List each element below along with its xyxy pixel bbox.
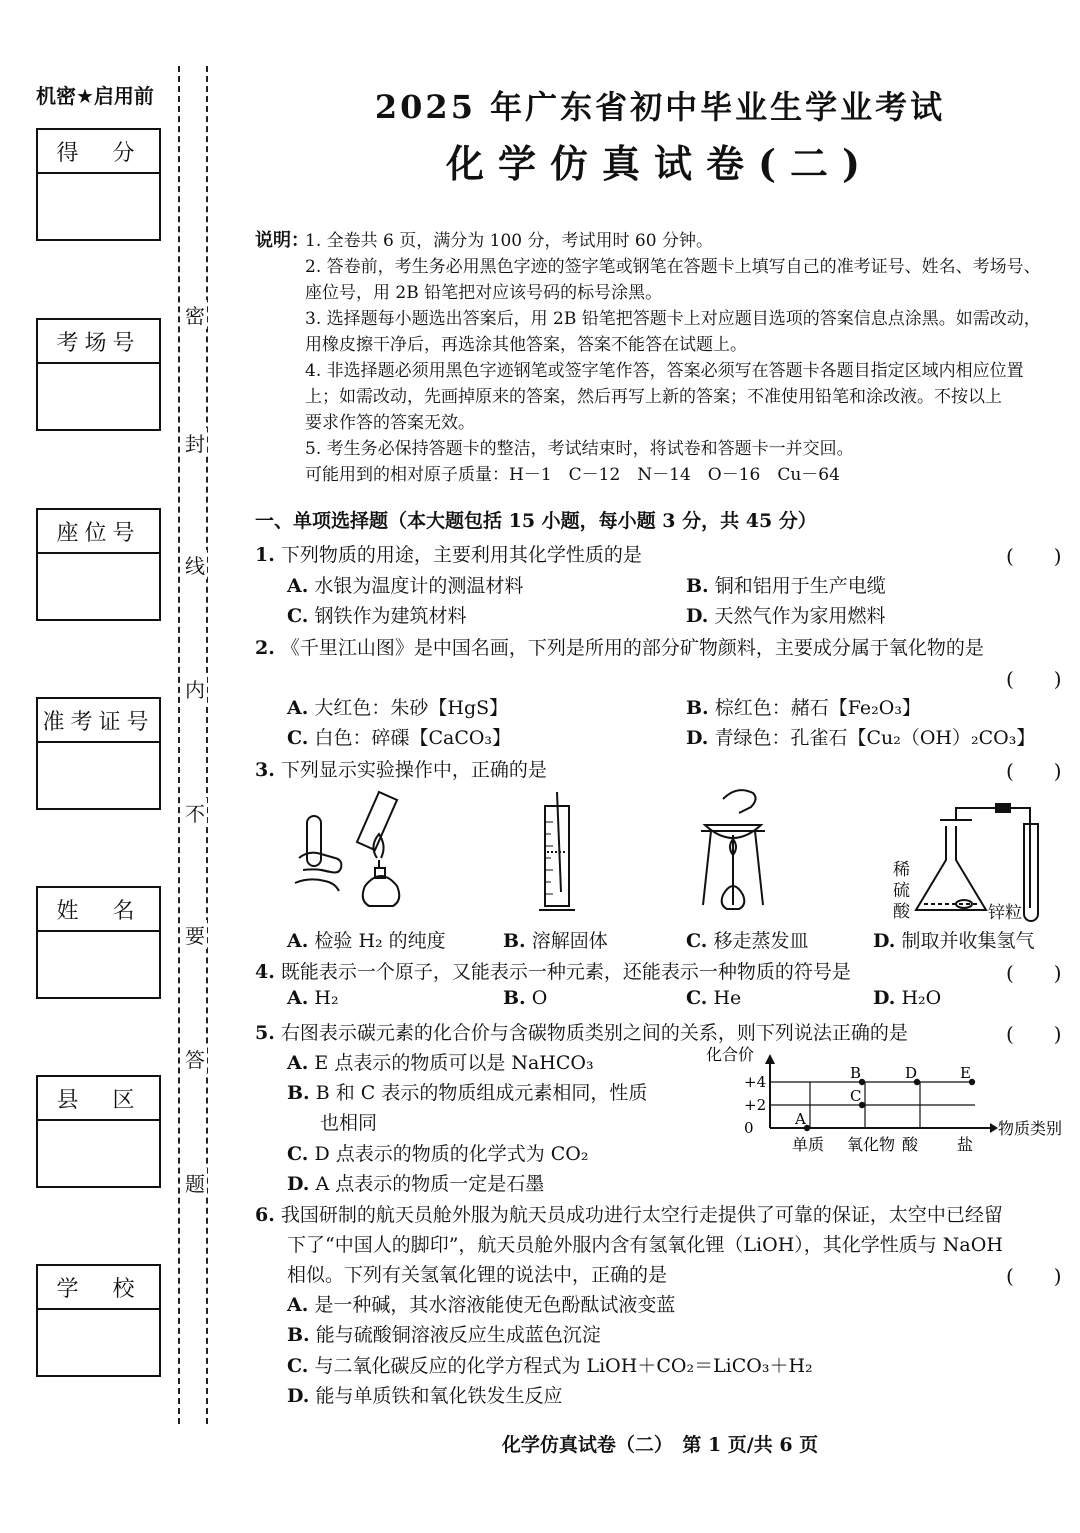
option-a: A. H₂: [287, 987, 339, 1009]
answer-paren: ( ): [1006, 667, 1062, 691]
option-c: C. D 点表示的物质的化学式为 CO₂: [287, 1143, 589, 1165]
figure-label-zinc: 锌粒: [988, 903, 1022, 923]
question-number: 1.: [255, 544, 275, 566]
option-text: 能与单质铁和氧化铁发生反应: [315, 1385, 563, 1407]
instructions-label: 说明：: [255, 230, 309, 251]
option-b-continued: 也相同: [320, 1112, 378, 1134]
chart-xlabel: 物质类别: [998, 1119, 1063, 1138]
option-d: D. 天然气作为家用燃料: [686, 605, 886, 627]
seal-char: 内: [183, 674, 207, 703]
option-text: 能与硫酸铜溶液反应生成蓝色沉淀: [315, 1324, 601, 1346]
option-a: A. E 点表示的物质可以是 NaHCO₃: [287, 1052, 594, 1074]
question-1: [255, 540, 642, 567]
option-d: D. 制取并收集氢气: [873, 930, 1035, 952]
option-text: 制取并收集氢气: [901, 930, 1035, 952]
option-d: D. 能与单质铁和氧化铁发生反应: [287, 1385, 563, 1407]
option-c: C. 白色：碎磲【CaCO₃】: [287, 727, 512, 749]
chart-category-label: 盐: [957, 1135, 974, 1154]
option-b: B. 能与硫酸铜溶液反应生成蓝色沉淀: [287, 1324, 601, 1346]
seal-dashed-line: [178, 66, 180, 1424]
question-stem: 我国研制的航天员舱外服为航天员成功进行太空行走提供了可靠的保证，太空中已经留: [280, 1204, 1003, 1226]
option-text: H₂O: [901, 987, 942, 1009]
option-text: 检验 H₂ 的纯度: [314, 930, 446, 952]
option-text: H₂: [314, 987, 339, 1009]
atomic-mass-line: 可能用到的相对原子质量：H－1 C－12 N－14 O－16 Cu－64: [305, 465, 840, 485]
chart-point-label: A: [795, 1110, 806, 1128]
question-stem: 既能表示一个原子，又能表示一种元素，还能表示一种物质的符号是: [280, 961, 851, 983]
option-b: B. O: [503, 987, 548, 1009]
answer-paren: ( ): [1006, 1264, 1062, 1288]
chart-category-label: 酸: [902, 1135, 919, 1154]
exam-subtitle: 化学仿真试卷(二): [446, 141, 874, 186]
option-text: 钢铁作为建筑材料: [314, 605, 467, 627]
score-box: [36, 128, 161, 241]
figure-label-char: 酸: [893, 902, 910, 922]
answer-paren: ( ): [1006, 759, 1062, 783]
option-text: 青绿色：孔雀石【Cu₂（OH）₂CO₃】: [714, 727, 1036, 749]
figure-test-hydrogen-purity: [285, 788, 420, 918]
figure-label-char: 硫: [893, 881, 910, 901]
instruction-line: 用橡皮擦干净后，再选涂其他答案，答案不能答在试题上。: [305, 335, 747, 355]
option-b: B. 棕红色：赭石【Fe₂O₃】: [686, 697, 921, 719]
question-6: [255, 1200, 1003, 1227]
option-text: 溶解固体: [531, 930, 608, 952]
option-c: C. He: [686, 987, 742, 1009]
figure-produce-hydrogen: [890, 800, 1060, 925]
name-box: [36, 886, 161, 999]
answer-paren: ( ): [1006, 961, 1062, 985]
option-text: 棕红色：赭石【Fe₂O₃】: [714, 697, 921, 719]
admission-number-box: [36, 697, 161, 810]
figure-label-char: 稀: [893, 860, 910, 880]
seal-char: 封: [183, 428, 207, 457]
seal-dashed-line: [206, 66, 208, 1424]
chart-category-label: 氧化物: [847, 1135, 896, 1154]
instruction-line: 上；如需改动，先画掉原来的答案，然后再写上新的答案；不准使用铅笔和涂改液。不按以上: [305, 387, 1002, 407]
question-4: [255, 957, 851, 984]
option-text: E 点表示的物质可以是 NaHCO₃: [314, 1052, 594, 1074]
chart-ylabel: 化合价: [706, 1045, 755, 1064]
option-text: 移走蒸发皿: [713, 930, 809, 952]
chart-y-tick-label: +2: [744, 1096, 767, 1114]
question-number: 5.: [255, 1022, 275, 1044]
question-5: [255, 1018, 908, 1045]
instruction-line: 1. 全卷共 6 页，满分为 100 分，考试用时 60 分钟。: [305, 231, 713, 251]
chart-category-label: 单质: [792, 1135, 825, 1154]
option-text: 天然气作为家用燃料: [714, 605, 886, 627]
seal-char: 要: [183, 920, 207, 949]
page-footer: 化学仿真试卷（二） 第 1 页/共 6 页: [501, 1434, 819, 1456]
option-text: O: [531, 987, 548, 1009]
option-b: B. 铜和铝用于生产电缆: [686, 575, 886, 597]
confidential-label: 机密★启用前: [36, 84, 154, 108]
option-a: A. 水银为温度计的测温材料: [287, 575, 524, 597]
question-stem: 右图表示碳元素的化合价与含碳物质类别之间的关系，则下列说法正确的是: [280, 1022, 908, 1044]
question-number: 3.: [255, 759, 275, 781]
option-b: B. 溶解固体: [503, 930, 608, 952]
option-text: 与二氧化碳反应的化学方程式为 LiOH＋CO₂＝LiCO₃＋H₂: [314, 1355, 813, 1377]
instruction-line: 要求作答的答案无效。: [305, 413, 475, 433]
valence-chart: [700, 1042, 1075, 1171]
chart-point-label: E: [960, 1064, 971, 1082]
question-number: 4.: [255, 961, 275, 983]
question-number: 6.: [255, 1204, 275, 1226]
exam-title: 2025 年广东省初中毕业生学业考试: [374, 88, 946, 126]
option-text: 是一种碱，其水溶液能使无色酚酞试液变蓝: [314, 1294, 676, 1316]
option-text: 水银为温度计的测温材料: [314, 575, 524, 597]
option-text: 大红色：朱砂【HgS】: [314, 697, 509, 719]
option-text: 白色：碎磲【CaCO₃】: [314, 727, 512, 749]
option-d: D. 青绿色：孔雀石【Cu₂（OH）₂CO₃】: [686, 727, 1036, 749]
answer-paren: ( ): [1006, 1022, 1062, 1046]
option-c: C. 与二氧化碳反应的化学方程式为 LiOH＋CO₂＝LiCO₃＋H₂: [287, 1355, 813, 1377]
seal-char: 密: [183, 300, 207, 329]
county-label: 县 区: [38, 1077, 159, 1121]
school-label: 学 校: [38, 1266, 159, 1310]
name-label: 姓 名: [38, 888, 159, 932]
chart-y-tick-label: +4: [744, 1073, 767, 1091]
chart-point-label: B: [850, 1064, 862, 1082]
chart-point-label: C: [850, 1087, 862, 1105]
exam-room-label: 考场号: [38, 320, 159, 364]
instruction-line: 4. 非选择题必须用黑色字迹钢笔或签字笔作答，答案必须写在答题卡各题目指定区域内相应位置: [305, 361, 1024, 381]
score-box-label: 得 分: [38, 130, 159, 174]
option-b: B. B 和 C 表示的物质组成元素相同，性质: [287, 1082, 648, 1104]
question-2: [255, 633, 984, 660]
question-stem: 《千里江山图》是中国名画，下列是所用的部分矿物颜料，主要成分属于氧化物的是: [280, 637, 984, 659]
question-stem-line: 相似。下列有关氢氧化锂的说法中，正确的是: [287, 1264, 668, 1286]
seal-char: 题: [183, 1168, 207, 1197]
question-3: [255, 755, 547, 782]
option-c: C. 移走蒸发皿: [686, 930, 809, 952]
option-text: He: [713, 987, 742, 1009]
option-d: D. H₂O: [873, 987, 942, 1009]
exam-room-box: [36, 318, 161, 431]
option-c: C. 钢铁作为建筑材料: [287, 605, 467, 627]
figure-label-acid: [893, 860, 910, 923]
chart-y-arrow: [765, 1054, 775, 1064]
instruction-line: 座位号，用 2B 铅笔把对应该号码的标号涂黑。: [305, 283, 663, 303]
chart-x-arrow: [990, 1123, 998, 1133]
question-number: 2.: [255, 637, 275, 659]
option-text: 铜和铝用于生产电缆: [714, 575, 886, 597]
seal-char: 线: [183, 550, 207, 579]
county-box: [36, 1075, 161, 1188]
seal-char: 不: [183, 798, 207, 827]
question-stem: 下列显示实验操作中，正确的是: [280, 759, 547, 781]
seat-number-box: [36, 508, 161, 621]
option-a: A. 检验 H₂ 的纯度: [287, 930, 446, 952]
option-a: A. 是一种碱，其水溶液能使无色酚酞试液变蓝: [287, 1294, 676, 1316]
option-a: A. 大红色：朱砂【HgS】: [287, 697, 509, 719]
option-text: A 点表示的物质一定是石墨: [315, 1173, 545, 1195]
figure-move-evaporating-dish: [695, 785, 770, 915]
question-stem: 下列物质的用途，主要利用其化学性质的是: [280, 544, 642, 566]
question-stem-line: 下了“中国人的脚印”，航天员舱外服内含有氢氧化锂（LiOH），其化学性质与 NaOH: [287, 1234, 1003, 1256]
chart-y-tick-label: 0: [744, 1119, 754, 1137]
seat-number-label: 座位号: [38, 510, 159, 554]
option-d: D. A 点表示的物质一定是石墨: [287, 1173, 545, 1195]
school-box: [36, 1264, 161, 1377]
valence-chart-svg: [700, 1042, 1075, 1167]
instruction-line: 5. 考生务必保持答题卡的整洁，考试结束时，将试卷和答题卡一并交回。: [305, 439, 854, 459]
figure-dissolve-solid: [535, 792, 585, 917]
admission-number-label: 准考证号: [38, 699, 159, 743]
chart-point-label: D: [905, 1064, 918, 1082]
instruction-line: 2. 答卷前，考生务必用黑色字迹的签字笔或钢笔在答题卡上填写自己的准考证号、姓名、考场号、: [305, 257, 1041, 277]
option-text: B 和 C 表示的物质组成元素相同，性质: [315, 1082, 648, 1104]
option-text: D 点表示的物质的化学式为 CO₂: [314, 1143, 589, 1165]
seal-char: 答: [183, 1044, 207, 1073]
instruction-line: 3. 选择题每小题选出答案后，用 2B 铅笔把答题卡上对应题目选项的答案信息点涂黑。如需改动，: [305, 309, 1041, 329]
section-heading: 一、单项选择题（本大题包括 15 小题，每小题 3 分，共 45 分）: [255, 510, 817, 532]
answer-paren: ( ): [1006, 544, 1062, 568]
